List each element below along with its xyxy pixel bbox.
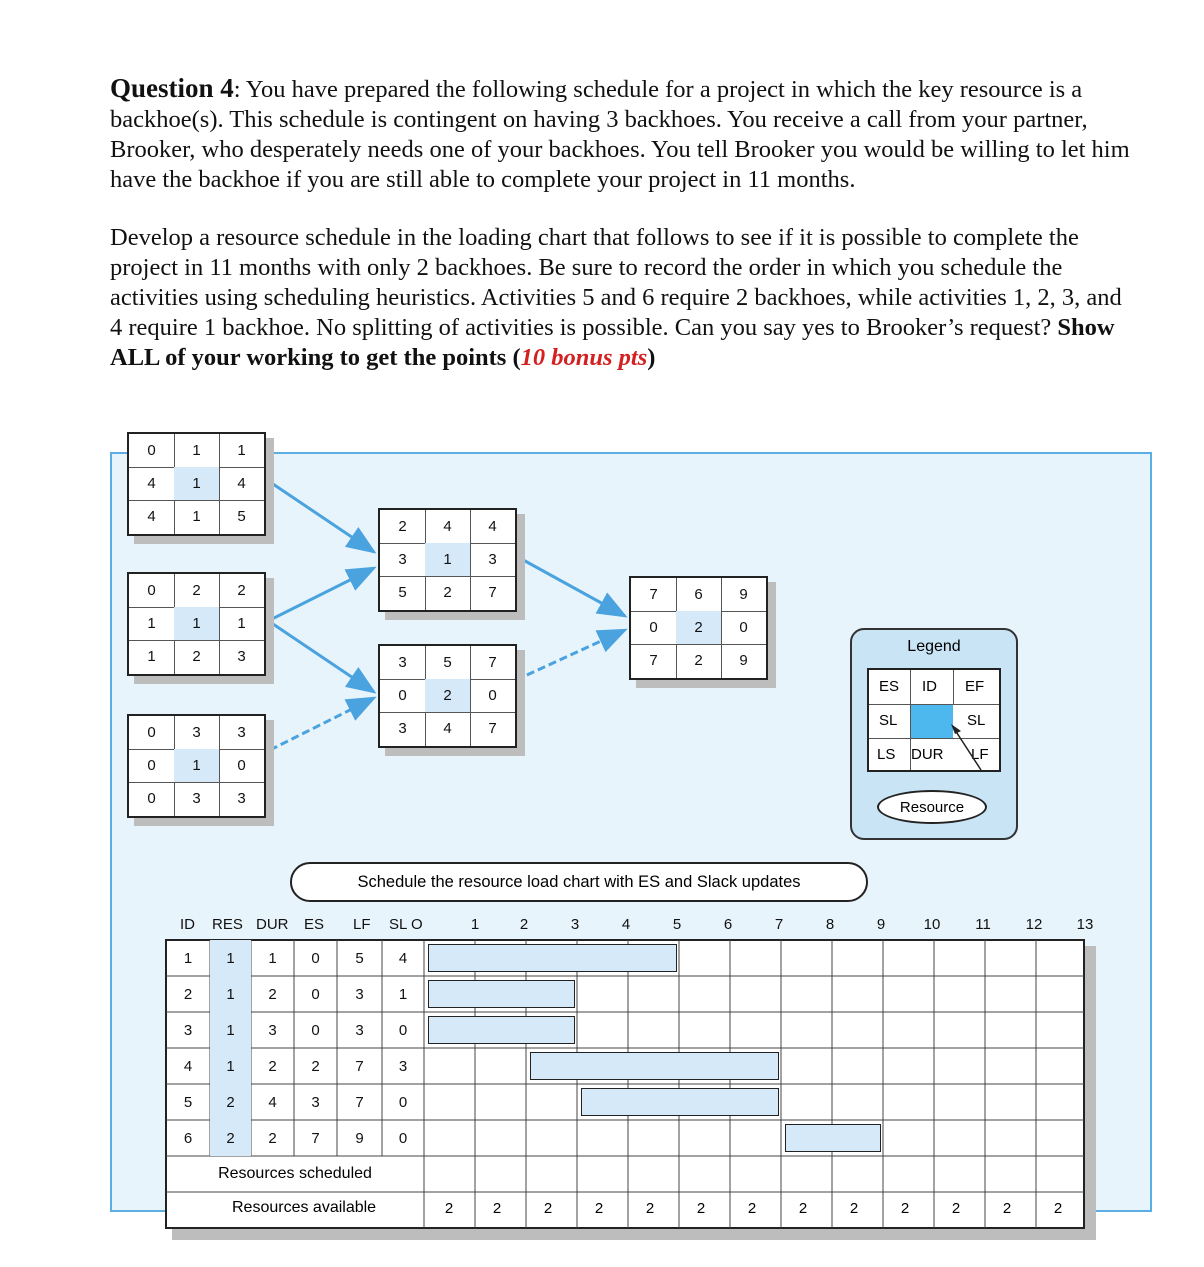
period-8: 8 [825, 916, 835, 933]
node-dur: 2 [694, 652, 703, 669]
period-4: 4 [621, 916, 631, 933]
node-dur: 2 [443, 584, 452, 601]
node-id: 4 [443, 518, 452, 535]
gantt-bar-6 [785, 1124, 881, 1152]
node-sl-right: 0 [237, 757, 246, 774]
node-ls: 1 [147, 648, 156, 665]
node-id: 3 [192, 724, 201, 741]
available-13: 2 [1053, 1200, 1063, 1217]
period-7: 7 [774, 916, 784, 933]
node-lf: 7 [488, 720, 497, 737]
row-id: 2 [183, 985, 193, 1003]
legend-ls: LS [877, 746, 896, 763]
row-lf: 5 [355, 949, 364, 967]
available-9: 2 [849, 1200, 859, 1217]
row-id: 3 [183, 1021, 193, 1039]
legend-ef: EF [965, 678, 985, 695]
row-res: 2 [210, 1120, 251, 1156]
node-ls: 4 [147, 508, 156, 525]
available-12: 2 [1002, 1200, 1012, 1217]
node-sl-left: 1 [147, 615, 156, 632]
row-es: 0 [311, 1021, 320, 1039]
gantt-bar-4 [530, 1052, 779, 1080]
node-ef: 3 [237, 724, 246, 741]
available-10: 2 [900, 1200, 910, 1217]
node-sl-right: 0 [739, 619, 748, 636]
node-lf: 3 [237, 648, 246, 665]
period-12: 12 [1025, 916, 1043, 933]
available-4: 2 [594, 1200, 604, 1217]
node-sl-left: 3 [398, 551, 407, 568]
period-3: 3 [570, 916, 580, 933]
row-dur: 2 [268, 1057, 277, 1075]
col-header-es: ES [304, 916, 325, 933]
node-dur: 2 [192, 648, 201, 665]
row-lf: 3 [355, 985, 364, 1003]
legend-es: ES [879, 678, 900, 695]
node-ls: 3 [398, 720, 407, 737]
row-res: 1 [210, 976, 251, 1012]
available-6: 2 [696, 1200, 706, 1217]
node-ef: 2 [237, 582, 246, 599]
legend-title: Legend [907, 638, 961, 655]
row-id: 4 [183, 1057, 193, 1075]
paren-open: ( [506, 344, 521, 371]
show-work-note: Show ALL of your working to get the points [110, 314, 1115, 371]
node-resource: 1 [174, 607, 219, 640]
col-header-id: ID [180, 916, 195, 933]
node-resource: 1 [425, 543, 470, 576]
period-11: 11 [975, 916, 991, 933]
period-5: 5 [672, 916, 682, 933]
row-id: 5 [183, 1093, 193, 1111]
node-resource: 2 [425, 679, 470, 712]
node-sl-left: 0 [398, 687, 407, 704]
node-resource: 1 [174, 467, 219, 500]
node-lf: 5 [237, 508, 246, 525]
question-heading: Question 4 [110, 73, 234, 103]
col-header-dur: DUR [256, 916, 289, 933]
gantt-bar-2 [428, 980, 575, 1008]
node-sl-right: 1 [237, 615, 246, 632]
node-sl-right: 4 [237, 475, 246, 492]
row-es: 2 [311, 1057, 320, 1075]
bonus-points: 10 bonus pts [520, 344, 648, 371]
row-dur: 2 [268, 1129, 277, 1147]
row-dur: 3 [268, 1021, 277, 1039]
node-id: 2 [192, 582, 201, 599]
legend-lf: LF [971, 746, 989, 763]
node-sl-left: 0 [649, 619, 658, 636]
node-ef: 4 [488, 518, 497, 535]
node-es: 0 [147, 442, 156, 459]
resources-available-label: Resources available [232, 1199, 377, 1216]
row-sl: 1 [398, 985, 408, 1003]
node-ef: 1 [237, 442, 246, 459]
node-ls: 0 [147, 790, 156, 807]
row-sl: 4 [398, 949, 408, 967]
row-dur: 4 [268, 1093, 277, 1111]
available-1: 2 [444, 1200, 454, 1217]
row-lf: 3 [355, 1021, 364, 1039]
row-res: 2 [210, 1084, 251, 1120]
node-resource: 1 [174, 749, 219, 782]
available-2: 2 [492, 1200, 502, 1217]
node-ls: 5 [398, 584, 407, 601]
node-lf: 7 [488, 584, 497, 601]
node-es: 3 [398, 654, 407, 671]
row-es: 0 [311, 985, 320, 1003]
gantt-bar-3 [428, 1016, 575, 1044]
node-es: 0 [147, 724, 156, 741]
legend-sl-right: SL [967, 712, 986, 729]
row-es: 0 [311, 949, 320, 967]
row-lf: 7 [355, 1093, 364, 1111]
row-lf: 9 [355, 1129, 364, 1147]
col-header-res: RES [212, 916, 243, 933]
col-header-lf: LF [353, 916, 371, 933]
gantt-bar-1 [428, 944, 677, 972]
node-ef: 7 [488, 654, 497, 671]
row-sl: 0 [398, 1093, 408, 1111]
node-sl-right: 0 [488, 687, 497, 704]
node-es: 7 [649, 586, 658, 603]
col-header-sl: SL O [389, 916, 423, 933]
row-es: 7 [311, 1129, 320, 1147]
row-sl: 0 [398, 1129, 408, 1147]
row-res: 1 [210, 1048, 251, 1084]
row-sl: 3 [398, 1057, 408, 1075]
node-dur: 1 [192, 508, 201, 525]
node-es: 2 [398, 518, 407, 535]
node-id: 6 [694, 586, 703, 603]
instruction-callout: Schedule the resource load chart with ES and Slack updates [290, 862, 868, 902]
row-res: 1 [210, 940, 251, 976]
node-es: 0 [147, 582, 156, 599]
question-body-2: Develop a resource schedule in the loading chart that follows to see if it is possible to complete the project in 11 months with only 2 backhoes. Be sure to record the order in which you schedule the activities using scheduling heuristics. Activities 5 and 6 require 2 backhoes, while activities 1, 2, 3, and 4 require 1 backhoe. No splitting of activities is possible. Can you say yes to Brooker’s request? [110, 224, 1122, 341]
available-11: 2 [951, 1200, 961, 1217]
legend-dur: DUR [911, 746, 944, 763]
gantt-bar-5 [581, 1088, 779, 1116]
node-sl-left: 4 [147, 475, 156, 492]
row-dur: 2 [268, 985, 277, 1003]
available-7: 2 [747, 1200, 757, 1217]
row-lf: 7 [355, 1057, 364, 1075]
available-8: 2 [798, 1200, 808, 1217]
row-es: 3 [311, 1093, 320, 1111]
resources-scheduled-label: Resources scheduled [218, 1165, 372, 1182]
node-ef: 9 [739, 586, 748, 603]
node-ls: 7 [649, 652, 658, 669]
available-3: 2 [543, 1200, 553, 1217]
node-sl-left: 0 [147, 757, 156, 774]
period-6: 6 [723, 916, 733, 933]
legend-sl-left: SL [879, 712, 898, 729]
legend-id: ID [922, 678, 937, 695]
node-dur: 4 [443, 720, 452, 737]
node-sl-right: 3 [488, 551, 497, 568]
period-2: 2 [519, 916, 529, 933]
node-resource: 2 [676, 611, 721, 644]
period-1: 1 [470, 916, 480, 933]
row-id: 1 [183, 949, 193, 967]
node-dur: 3 [192, 790, 201, 807]
available-5: 2 [645, 1200, 655, 1217]
row-sl: 0 [398, 1021, 408, 1039]
period-10: 10 [923, 916, 941, 933]
node-lf: 9 [739, 652, 748, 669]
row-res: 1 [210, 1012, 251, 1048]
row-dur: 1 [268, 949, 277, 967]
legend-resource-label: Resource [877, 790, 987, 824]
row-id: 6 [183, 1129, 193, 1147]
period-13: 13 [1076, 916, 1094, 933]
period-9: 9 [876, 916, 886, 933]
node-id: 1 [192, 442, 201, 459]
question-body-1: : You have prepared the following schedule for a project in which the key resource is a backhoe(s). This schedule is contingent on having 3 backhoes. You receive a call from your partner, Brooker, who desperately needs one of your backhoes. You tell Brooker you would be willing to let him have the backhoe if you are still able to complete your project in 11 months. [110, 76, 1130, 193]
node-lf: 3 [237, 790, 246, 807]
node-id: 5 [443, 654, 452, 671]
paren-close: ) [647, 344, 656, 371]
